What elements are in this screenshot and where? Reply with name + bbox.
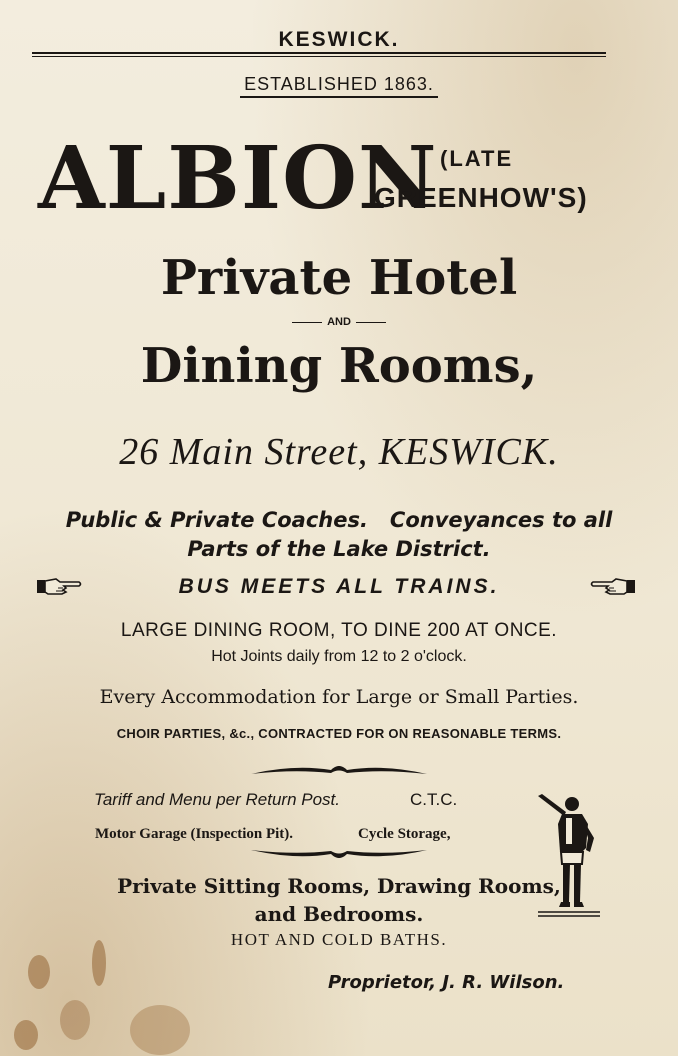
established-text: ESTABLISHED 1863. <box>240 74 438 98</box>
scroll-ornament <box>249 846 429 864</box>
proprietor-text: Proprietor, J. R. Wilson. <box>328 972 565 993</box>
masthead-town: KESWICK. <box>278 28 400 51</box>
choir-parties-text: CHOIR PARTIES, &c., CONTRACTED FOR ON REASONABLE TERMS. <box>116 726 562 741</box>
foxing-stain <box>60 1000 90 1040</box>
address: 26 Main Street, KESWICK. <box>119 431 559 473</box>
hot-joints-hours: Hot Joints daily from 12 to 2 o'clock. <box>211 648 467 665</box>
connector-dash <box>356 322 386 323</box>
scroll-ornament <box>249 760 429 778</box>
former-name: GREENHOW'S) <box>374 182 588 213</box>
tariff-text: Tariff and Menu per Return Post. <box>94 790 341 809</box>
coaches-line-1: Public & Private Coaches. Conveyances to all <box>65 508 613 532</box>
dining-room-capacity: LARGE DINING ROOM, TO DINE 200 AT ONCE. <box>120 620 558 641</box>
foxing-stain <box>130 1005 190 1055</box>
foxing-stain <box>28 955 50 989</box>
coaches-line-2: Parts of the Lake District. <box>187 537 491 561</box>
bus-notice: BUS MEETS ALL TRAINS. <box>178 575 500 598</box>
cycle-storage-text: Cycle Storage, <box>358 826 451 842</box>
established-block <box>0 74 678 98</box>
ctc-text: C.T.C. <box>410 790 458 809</box>
motor-garage-text: Motor Garage (Inspection Pit). <box>95 826 294 842</box>
baths-text: HOT AND COLD BATHS. <box>230 930 448 949</box>
header-rule-thin <box>32 56 606 57</box>
pointing-hand-left-icon <box>590 574 636 598</box>
sitting-rooms-text <box>0 872 678 928</box>
late-note: (LATE <box>440 146 514 171</box>
coaches-text <box>0 506 678 564</box>
connector-text: AND <box>327 316 351 328</box>
and-connector <box>0 316 678 328</box>
accommodation-text: Every Accommodation for Large or Small Parties. <box>99 686 579 708</box>
dining-rooms-heading: Dining Rooms, <box>140 338 538 394</box>
private-hotel-heading: Private Hotel <box>160 250 518 306</box>
foxing-stain <box>14 1020 38 1050</box>
sitting-rooms-line-2: and Bedrooms. <box>254 902 424 926</box>
header-rule <box>32 52 606 54</box>
connector-dash <box>292 322 322 323</box>
hotel-name: ALBION <box>38 128 438 229</box>
sitting-rooms-line-1: Private Sitting Rooms, Drawing Rooms, <box>117 874 561 898</box>
